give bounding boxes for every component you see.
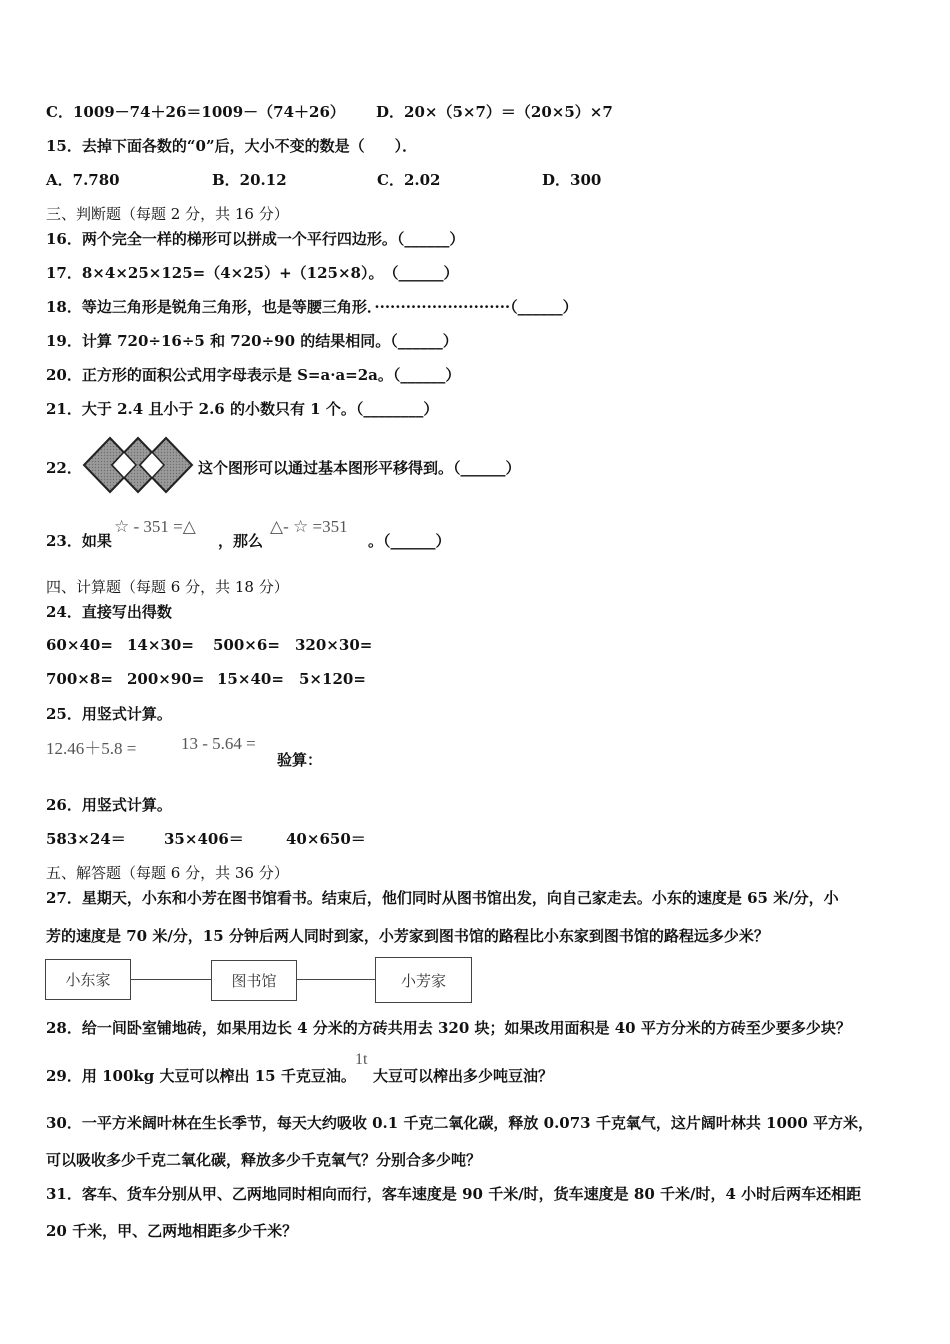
q24-item: 200×90=	[127, 670, 205, 688]
q26-stem: 26．用竖式计算。	[46, 796, 172, 814]
q27-line-1: 27．星期天，小东和小芳在图书馆看书。结束后，他们同时从图书馆出发，向自己家走去。小东的速度是 65 米/分，小	[46, 889, 839, 907]
diagram-xiaodong-home-box: 小东家	[45, 959, 131, 1000]
q24-item: 14×30=	[127, 636, 194, 654]
q24-item: 500×6=	[213, 636, 280, 654]
q24-item: 15×40=	[217, 670, 284, 688]
translated-diamonds-figure	[82, 436, 194, 494]
diagram-xiaofang-home-box: 小芳家	[375, 957, 472, 1003]
q25-expression-1: 12.46＋5.8 =	[46, 739, 137, 758]
q29-prefix: 29．用 100kg 大豆可以榨出 15 千克豆油。	[46, 1067, 356, 1085]
q30-line-2: 可以吸收多少千克二氧化碳，释放多少千克氧气？分别合多少吨？	[46, 1151, 482, 1169]
q15-option-b: B．20.12	[212, 171, 287, 189]
q15-stem: 15．去掉下面各数的“0”后，大小不变的数是（ ）．	[46, 137, 418, 155]
q21: 21．大于 2.4 且小于 2.6 的小数只有 1 个。（________）	[46, 400, 439, 418]
q31-line-1: 31．客车、货车分别从甲、乙两地同时相向而行，客车速度是 90 千米/时，货车速度是 80 千米/时，4 小时后两车还相距	[46, 1185, 862, 1203]
q31-line-2: 20 千米，甲、乙两地相距多少千米？	[46, 1222, 298, 1240]
diagram-connector-line	[131, 979, 211, 980]
q24-item: 5×120=	[299, 670, 366, 688]
q23-prefix: 23．如果	[46, 532, 112, 550]
q24-item: 700×8=	[46, 670, 113, 688]
q17: 17．8×4×25×125=（4×25）+（125×8）。 （______）	[46, 264, 459, 282]
q25-stem: 25．用竖式计算。	[46, 705, 172, 723]
q24-stem: 24．直接写出得数	[46, 603, 172, 621]
q23-suffix: 。（______）	[368, 532, 451, 550]
section5-heading: 五、解答题（每题 6 分，共 36 分）	[46, 864, 289, 882]
q22-number: 22．	[46, 459, 82, 477]
section3-heading: 三、判断题（每题 2 分，共 16 分）	[46, 205, 289, 223]
q28: 28．给一间卧室铺地砖，如果用边长 4 分米的方砖共用去 320 块；如果改用面积是 40 平方分米的方砖至少要多少块？	[46, 1019, 851, 1037]
diagram-library-box: 图书馆	[211, 960, 297, 1001]
q27-line-2: 芳的速度是 70 米/分，15 分钟后两人同时到家，小芳家到图书馆的路程比小东家到图书馆的路程远多少米？	[46, 927, 769, 945]
q25-check-label: 验算：	[277, 751, 323, 769]
q15-option-c: C．2.02	[377, 171, 441, 189]
q30-line-1: 30．一平方米阔叶林在生长季节，每天大约吸收 0.1 千克二氧化碳，释放 0.073 千克氧气，这片阔叶林共 1000 平方米，	[46, 1114, 874, 1132]
q24-item: 60×40=	[46, 636, 113, 654]
section4-heading: 四、计算题（每题 6 分，共 18 分）	[46, 578, 289, 596]
q16: 16．两个完全一样的梯形可以拼成一个平行四边形。（______）	[46, 230, 465, 248]
q23-middle: ，那么	[218, 532, 264, 550]
q14-option-c: C．1009－74＋26＝1009－（74＋26）	[46, 103, 345, 121]
q29-unit: 1t	[355, 1051, 368, 1068]
q20: 20．正方形的面积公式用字母表示是 S=a·a=2a。（______）	[46, 366, 461, 384]
q22-text: 这个图形可以通过基本图形平移得到。（______）	[198, 459, 521, 477]
q15-option-d: D．300	[542, 171, 602, 189]
q19: 19．计算 720÷16÷5 和 720÷90 的结果相同。（______）	[46, 332, 458, 350]
q18: 18．等边三角形是锐角三角形，也是等腰三角形．··························（______）	[46, 298, 578, 316]
q25-expression-2: 13 - 5.64 =	[181, 734, 256, 753]
q14-option-d: D．20×（5×7）＝（20×5）×7	[376, 103, 613, 121]
q26-item: 40×650＝	[286, 830, 366, 848]
q24-item: 320×30=	[295, 636, 373, 654]
diagram-connector-line	[297, 979, 375, 980]
q29-suffix: 大豆可以榨出多少吨豆油？	[373, 1067, 554, 1085]
q26-item: 583×24＝	[46, 830, 126, 848]
q23-expression-2: △- ☆ =351	[270, 517, 348, 536]
q23-expression-1: ☆ - 351 =△	[114, 517, 196, 536]
q26-item: 35×406＝	[164, 830, 244, 848]
q15-option-a: A．7.780	[46, 171, 120, 189]
